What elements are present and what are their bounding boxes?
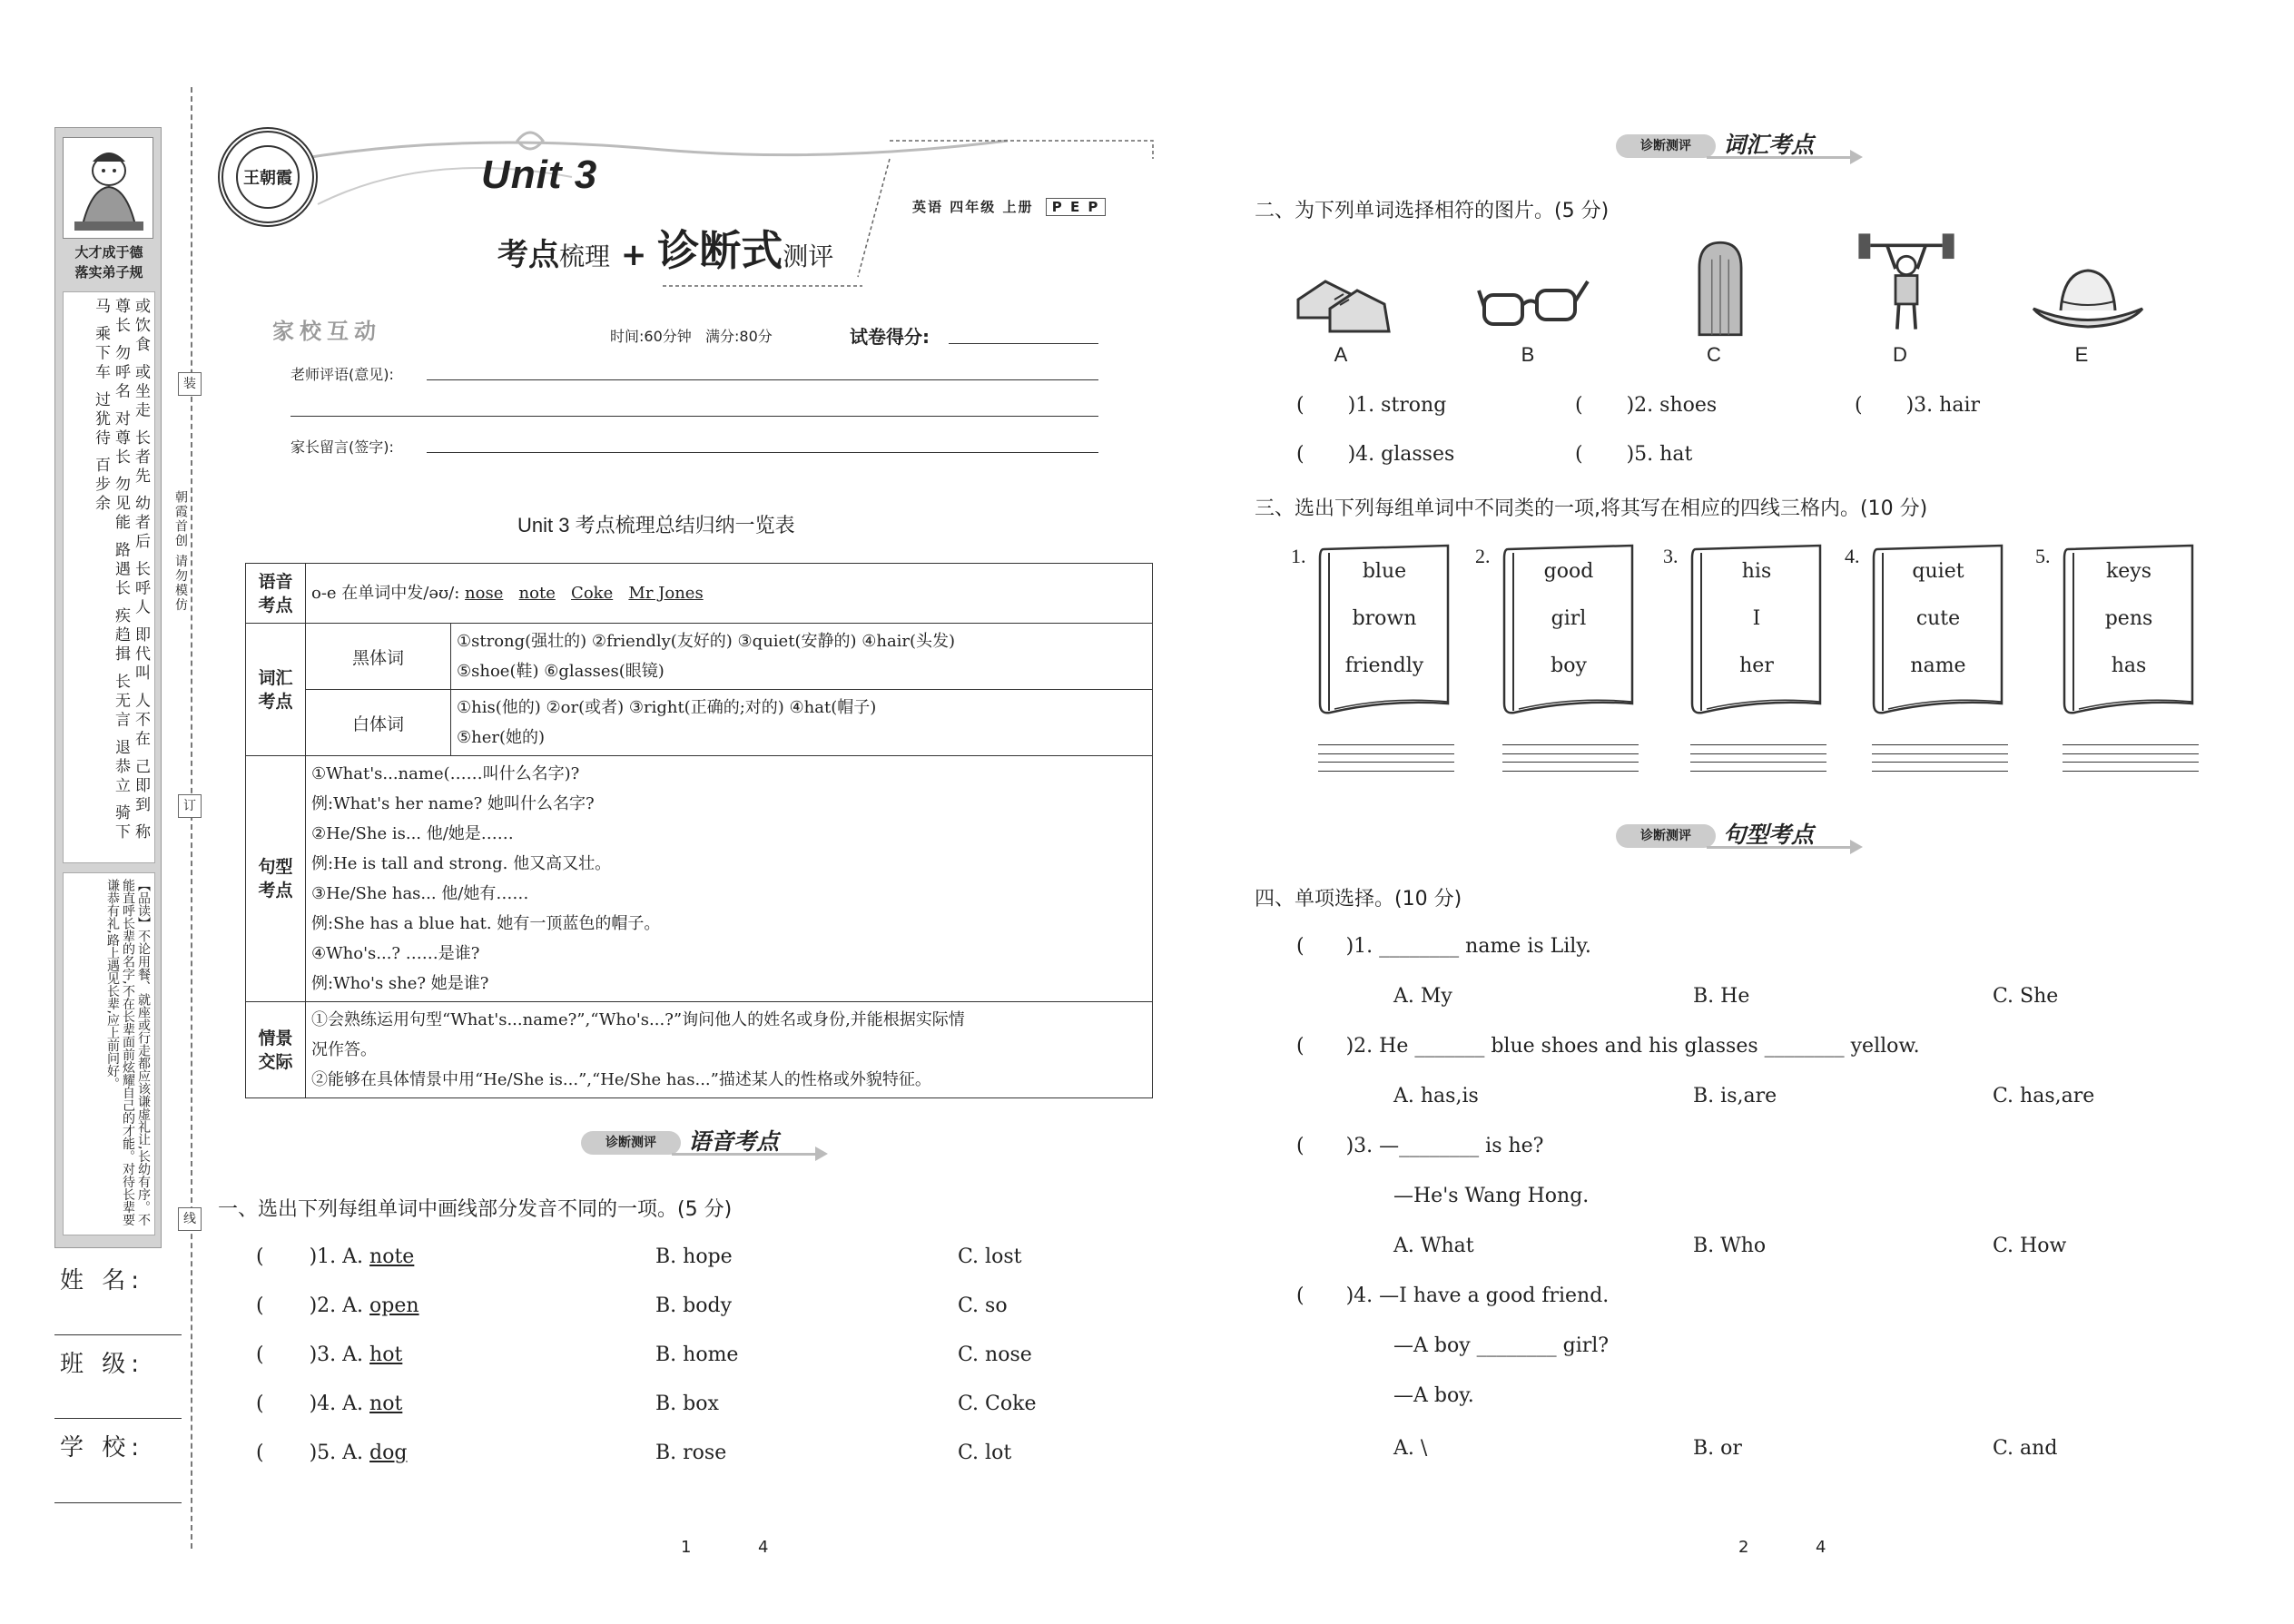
subtitle-plus: + [620, 237, 647, 273]
match-item [1575, 443, 1692, 466]
picture-label-d: D [1893, 343, 1907, 366]
bold-words-line: ①strong(强壮的) ②friendly(友好的) ③quiet(安静的) ④hair(头发) [457, 632, 956, 651]
match-item [1296, 443, 1454, 466]
home-school-title: 家校互动 [272, 319, 381, 344]
badge-vocab [1616, 127, 1861, 163]
book-word: quiet [1912, 560, 1964, 583]
table-row-phonics [246, 564, 1153, 624]
communication-label [246, 1002, 306, 1098]
answer-paren[interactable]: ( [256, 1442, 264, 1464]
phonics-prefix: o-e 在单词中发/əʊ/: [311, 584, 460, 603]
option-b: B. Who [1693, 1235, 1767, 1257]
plain-words-line: ①his(他的) ②or(或者) ③right(正确的;对的) ④hat(帽子) [457, 698, 877, 717]
table-row-vocab-bold [246, 624, 1153, 690]
mc-question [1296, 1135, 1543, 1157]
subtitle-part1: 考点 [497, 237, 559, 273]
option-a: A. My [1393, 985, 1452, 1008]
phonics-label [246, 564, 306, 624]
four-line-grid[interactable] [1690, 744, 1826, 779]
dialog-line: —He's Wang Hong. [1393, 1185, 1590, 1207]
book-word: blue [1362, 560, 1407, 583]
option-a: A. has,is [1393, 1085, 1479, 1107]
motto [59, 242, 159, 282]
badge-arrow-icon [1707, 156, 1852, 159]
four-line-grid[interactable] [2063, 744, 2199, 779]
answer-paren[interactable]: ( [256, 1343, 264, 1366]
section3-heading: 三、选出下列每组单词中不同类的一项,将其写在相应的四线三格内。(10 分) [1255, 497, 1928, 520]
class-line[interactable] [54, 1418, 182, 1419]
time-score-info [610, 325, 773, 346]
subtitle-part2: 梳理 [559, 241, 611, 271]
answer-paren[interactable]: ( [1296, 443, 1305, 466]
book-word: keys [2105, 560, 2152, 583]
score-label: 试卷得分: [850, 326, 930, 348]
plain-words-label: 白体词 [306, 690, 451, 756]
mc-question [1296, 1035, 1920, 1058]
time-limit: 时间:60分钟 [610, 328, 692, 345]
group-number: 1. [1291, 545, 1306, 567]
question-row [256, 1245, 414, 1268]
group-number: 3. [1663, 545, 1679, 567]
option-b: B. He [1693, 985, 1750, 1008]
badge-phonics [581, 1124, 826, 1160]
sentence-content [306, 756, 1153, 1002]
group-number: 2. [1475, 545, 1491, 567]
table-row-communication [246, 1002, 1153, 1098]
option-a: note [369, 1245, 415, 1268]
score-field[interactable] [949, 343, 1098, 344]
page-total-right: 4 [1816, 1538, 1826, 1557]
answer-paren[interactable]: ( [1296, 1284, 1305, 1307]
phonics-content [306, 564, 1153, 624]
four-line-grid[interactable] [1502, 744, 1639, 779]
option-c: C. nose [958, 1343, 1032, 1366]
sentence-label [246, 756, 306, 1002]
summary-table-title: Unit 3 考点梳理总结归纳一览表 [517, 514, 795, 536]
option-a: hot [369, 1343, 403, 1366]
match-item-text: )1. strong [1347, 394, 1447, 417]
parent-comment-line[interactable] [427, 452, 1098, 453]
bold-words-content [451, 624, 1153, 690]
option-b: B. rose [655, 1442, 727, 1464]
option-b: B. hope [655, 1245, 733, 1268]
word-book [1689, 540, 1825, 722]
class-label: 班 级: [60, 1351, 145, 1378]
answer-paren[interactable]: ( [1296, 1135, 1305, 1157]
answer-paren[interactable]: ( [1296, 394, 1305, 417]
book-word: girl [1551, 607, 1587, 630]
parent-comment-label: 家长留言(签字): [290, 438, 394, 456]
badge-arrow-icon [1707, 846, 1852, 849]
answer-paren[interactable]: ( [256, 1294, 264, 1317]
option-c: C. She [1993, 985, 2059, 1008]
answer-paren[interactable]: ( [1575, 443, 1583, 466]
badge-name: 语音考点 [688, 1128, 780, 1155]
option-c: C. Coke [958, 1393, 1037, 1415]
dialog-line: —A boy ________ girl? [1393, 1334, 1610, 1357]
sentence-line: ④Who's...? ……是谁? [311, 944, 480, 963]
answer-paren[interactable]: ( [256, 1245, 264, 1268]
option-b: B. body [655, 1294, 732, 1317]
book-edition: P E P [1046, 198, 1107, 216]
badge-name: 词汇考点 [1723, 132, 1815, 158]
option-c: C. so [958, 1294, 1008, 1317]
school-label: 学 校: [60, 1434, 145, 1462]
section1-heading: 一、选出下列每组单词中画线部分发音不同的一项。(5 分) [218, 1198, 733, 1221]
communication-line: 况作答。 [311, 1040, 377, 1059]
name-line[interactable] [54, 1334, 182, 1335]
vocab-label-2: 考点 [258, 691, 293, 712]
side-strip [54, 127, 162, 1248]
cut-mark-bind: 装 [178, 372, 202, 396]
question-text: )2. He _______ blue shoes and his glasses ________ yellow. [1345, 1035, 1920, 1058]
plain-words-line: ⑤her(她的) [457, 728, 546, 747]
glasses-icon [1475, 245, 1593, 354]
word-book [1316, 540, 1452, 722]
option-c: C. How [1993, 1235, 2067, 1257]
table-row-sentence [246, 756, 1153, 1002]
mc-question [1296, 935, 1591, 958]
option-b: B. is,are [1693, 1085, 1777, 1107]
sentence-label-1: 句型 [258, 857, 293, 877]
book-word: boy [1551, 655, 1587, 677]
question-number: )3. A. [309, 1343, 364, 1366]
vocab-label [246, 624, 306, 756]
book-word: her [1739, 655, 1774, 677]
page-subtitle [497, 218, 833, 278]
copyright-note: 朝霞首创 请勿模仿 [173, 490, 188, 613]
book-word: good [1543, 560, 1594, 583]
vocab-label-1: 词汇 [258, 667, 293, 688]
badge-tag: 诊断测评 [1616, 824, 1716, 848]
reading-note: 【品读】不论用餐、就座或行走都应该谦虚礼让,长幼有序。不能直呼长辈的名字,不在长辈面前炫耀自己的才能。对待长辈要谦恭有礼,路上遇见长辈,应上前问好。 [63, 872, 155, 1235]
option-c: C. lot [958, 1442, 1012, 1464]
book-word: has [2111, 655, 2147, 677]
book-word: friendly [1344, 655, 1424, 677]
answer-paren[interactable]: ( [256, 1393, 264, 1415]
unit-title: Unit 3 [481, 153, 598, 197]
question-number: )5. A. [309, 1442, 364, 1464]
mc-question [1296, 1284, 1609, 1307]
full-score: 满分:80分 [705, 328, 773, 345]
four-line-grid[interactable] [1872, 744, 2008, 779]
badge-tag: 诊断测评 [581, 1131, 681, 1155]
question-number: )1. A. [309, 1245, 364, 1268]
sentence-line: 例:What's her name? 她叫什么名字? [311, 794, 595, 813]
bold-words-label: 黑体词 [306, 624, 451, 690]
phonics-word: Coke [571, 584, 614, 603]
subtitle-part4: 测评 [783, 241, 834, 271]
phonics-word: note [518, 584, 556, 603]
question-text: )4. —I have a good friend. [1345, 1284, 1610, 1307]
badge-sentence [1616, 817, 1861, 853]
teacher-comment-line-2[interactable] [290, 416, 1098, 417]
book-word: I [1752, 607, 1761, 630]
sentence-line: ③He/She has... 他/她有…… [311, 884, 529, 903]
cut-mark-line: 线 [178, 1207, 202, 1231]
word-book [1870, 540, 2006, 722]
match-item-text: )4. glasses [1347, 443, 1455, 466]
page-number-right: 2 [1738, 1538, 1749, 1557]
answer-paren[interactable]: ( [1575, 394, 1583, 417]
four-line-grid[interactable] [1318, 744, 1454, 779]
hair-icon [1661, 234, 1779, 343]
picture-label-b: B [1521, 343, 1535, 366]
section4-heading: 四、单项选择。(10 分) [1255, 888, 1462, 910]
dizigui-poem: 或饮食 或坐走 长者先 幼者后 长呼人 即代叫 人不在 己即到 称尊长 勿呼名 对尊长 勿见能 路遇长 疾趋揖 长无言 退恭立 骑下马 乘下车 过犹待 百步余 [63, 291, 155, 863]
option-a: A. \ [1393, 1437, 1428, 1460]
book-grade: 四年级 [950, 199, 997, 215]
option-a: open [369, 1294, 419, 1317]
communication-line: ①会熟练运用句型“What's...name?”,“Who's...?”询问他人的姓名或身份,并能根据实际情 [311, 1010, 965, 1029]
summary-table [245, 563, 1153, 1098]
weightlifter-icon [1847, 227, 1965, 336]
question-row [256, 1343, 402, 1366]
book-info [912, 197, 1106, 216]
picture-label-c: C [1707, 343, 1721, 366]
book-subject: 英语 [912, 199, 944, 215]
book-word: his [1741, 560, 1772, 583]
phonics-label-1: 语音 [258, 571, 293, 592]
comm-label-1: 情景 [258, 1028, 293, 1048]
match-item-text: )3. hair [1905, 394, 1980, 417]
table-row-vocab-plain [246, 690, 1153, 756]
sentence-line: 例:Who's she? 她是谁? [311, 974, 489, 993]
match-item-text: )2. shoes [1626, 394, 1718, 417]
option-c: C. has,are [1993, 1085, 2095, 1107]
option-b: B. home [655, 1343, 739, 1366]
motto-line-1: 大才成于德 [74, 244, 143, 261]
badge-name: 句型考点 [1723, 822, 1815, 848]
question-row [256, 1393, 402, 1415]
book-word: brown [1352, 607, 1417, 630]
picture-label-a: A [1334, 343, 1348, 366]
option-a: A. What [1393, 1235, 1474, 1257]
book-word: pens [2104, 607, 2153, 630]
page-total-left: 4 [758, 1538, 769, 1557]
plain-words-content [451, 690, 1153, 756]
answer-paren[interactable]: ( [1296, 935, 1305, 958]
option-c: C. lost [958, 1245, 1022, 1268]
page-number-left: 1 [681, 1538, 692, 1557]
shoes-icon [1289, 245, 1407, 354]
match-item [1575, 394, 1717, 417]
option-a: dog [369, 1442, 408, 1464]
subtitle-part3: 诊断式 [657, 226, 783, 275]
question-row [256, 1294, 419, 1317]
comm-label-2: 交际 [258, 1051, 293, 1072]
phonics-word: nose [465, 584, 504, 603]
scholar-illustration [63, 137, 153, 239]
communication-content [306, 1002, 1153, 1098]
question-text: )3. —________ is he? [1345, 1135, 1544, 1157]
phonics-label-2: 考点 [258, 595, 293, 615]
option-b: B. box [655, 1393, 719, 1415]
answer-paren[interactable]: ( [1296, 1035, 1305, 1058]
option-c: C. and [1993, 1437, 2058, 1460]
match-item [1296, 394, 1446, 417]
sentence-line: 例:He is tall and strong. 他又高又壮。 [311, 854, 612, 873]
match-item-text: )5. hat [1626, 443, 1693, 466]
school-line[interactable] [54, 1502, 182, 1503]
brand-logo-text: 王朝霞 [236, 145, 300, 209]
picture-label-e: E [2074, 343, 2089, 366]
option-b: B. or [1693, 1437, 1742, 1460]
sentence-line: ①What's...name(……叫什么名字)? [311, 764, 580, 783]
phonics-word: Mr Jones [628, 584, 704, 603]
question-text: )1. ________ name is Lily. [1345, 935, 1591, 958]
match-item [1855, 394, 1980, 417]
teacher-comment-line-1[interactable] [427, 379, 1098, 380]
badge-arrow-icon [672, 1153, 817, 1156]
brand-logo [218, 127, 318, 227]
book-volume: 上册 [1002, 199, 1034, 215]
sentence-line: 例:She has a blue hat. 她有一顶蓝色的帽子。 [311, 914, 661, 933]
question-number: )4. A. [309, 1393, 364, 1415]
group-number: 4. [1845, 545, 1860, 567]
badge-tag: 诊断测评 [1616, 134, 1716, 158]
communication-line: ②能够在具体情景中用“He/She is...”,“He/She has...”描述某人的性格或外貌特征。 [311, 1070, 931, 1089]
cut-mark-order: 订 [178, 794, 202, 818]
hat-icon [2029, 245, 2147, 354]
dialog-line: —A boy. [1393, 1384, 1474, 1407]
name-label: 姓 名: [60, 1267, 145, 1294]
motto-line-2: 落实弟子规 [74, 264, 143, 281]
sentence-line: ②He/She is... 他/她是…… [311, 824, 514, 843]
option-a: not [369, 1393, 403, 1415]
word-book [1501, 540, 1637, 722]
sentence-label-2: 考点 [258, 881, 293, 901]
scholar-icon [64, 138, 154, 240]
bold-words-line: ⑤shoe(鞋) ⑥glasses(眼镜) [457, 662, 665, 681]
book-word: cute [1915, 607, 1961, 630]
teacher-comment-label: 老师评语(意见): [290, 366, 394, 383]
group-number: 5. [2035, 545, 2051, 567]
cut-dashed-line [191, 87, 192, 1549]
book-word: name [1910, 655, 1966, 677]
section2-heading: 二、为下列单词选择相符的图片。(5 分) [1255, 200, 1610, 222]
question-row [256, 1442, 407, 1464]
word-book [2061, 540, 2197, 722]
question-number: )2. A. [309, 1294, 364, 1317]
answer-paren[interactable]: ( [1855, 394, 1863, 417]
